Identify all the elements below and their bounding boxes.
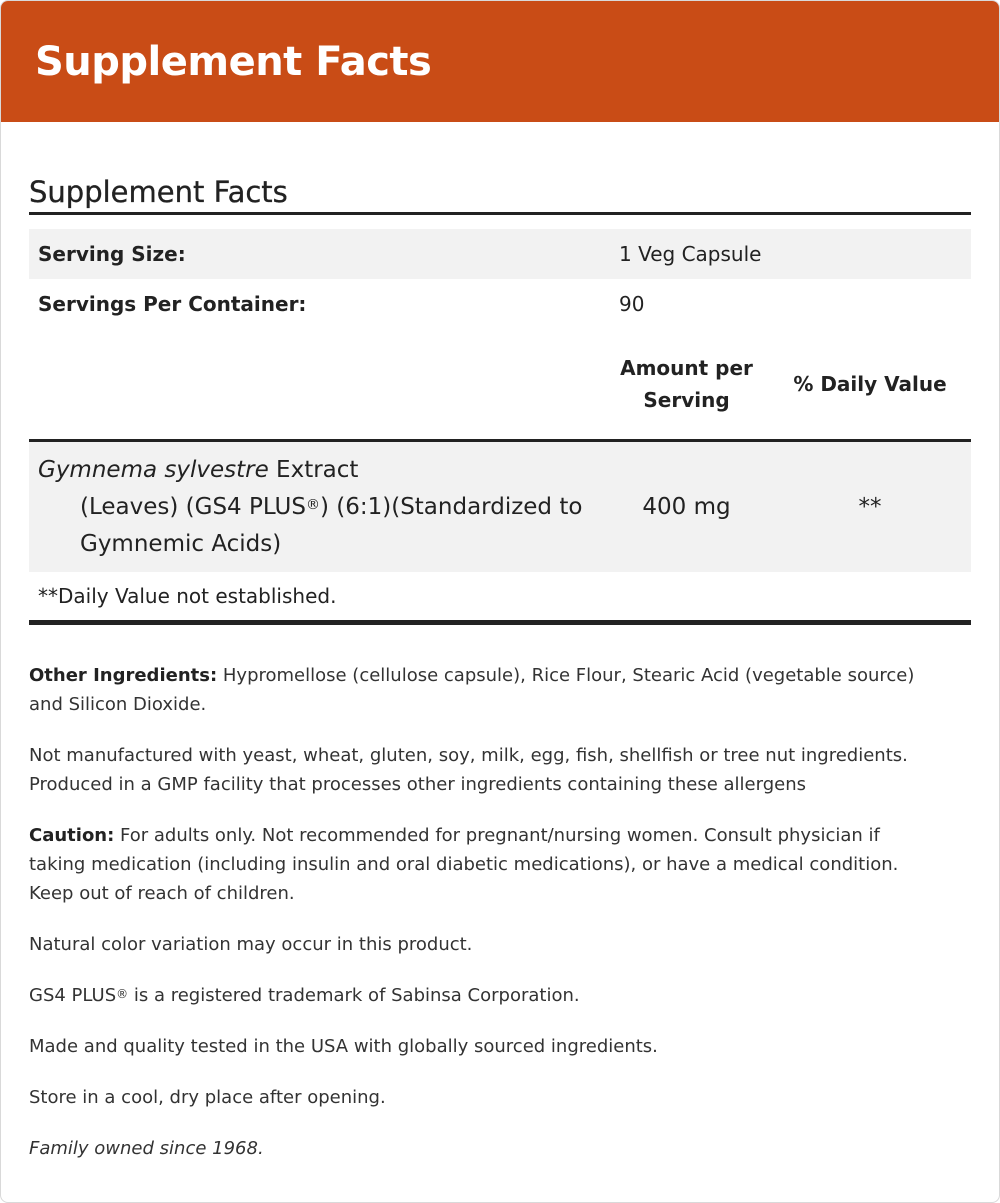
facts-content (29, 122, 971, 1185)
other-ingredients: Other Ingredients: Hypromellose (cellulose capsule), Rice Flour, Stearic Acid (vegetable source) and Silicon Dioxide. (29, 665, 915, 715)
storage-note: Store in a cool, dry place after opening. (29, 1087, 386, 1108)
bottom-rule (29, 620, 971, 625)
ingredient-name-italic: Gymnema sylvestre (38, 456, 269, 483)
made-in-usa-note: Made and quality tested in the USA with globally sourced ingredients. (29, 1036, 658, 1057)
servings-per-container-row (29, 279, 971, 329)
serving-size-label: Serving Size: (38, 242, 186, 266)
daily-value-header: % Daily Value (793, 372, 947, 396)
allergen-statement: Not manufactured with yeast, wheat, gluten, soy, milk, egg, fish, shellfish or tree nut ingredients. Produced in a GMP facility that processes other ingredients containing these allergens (29, 745, 908, 795)
color-variation-note: Natural color variation may occur in this product. (29, 934, 473, 955)
registered-mark: ® (305, 496, 320, 513)
top-rule (29, 212, 971, 215)
trademark-note: GS4 PLUS® is a registered trademark of Sabinsa Corporation. (29, 985, 580, 1006)
serving-size-value: 1 Veg Capsule (619, 242, 762, 266)
ingredient-name: Gymnema sylvestre Extract (Leaves) (GS4 PLUS®) (6:1)(Standardized to Gymnemic Acids) (38, 456, 583, 557)
ingredient-daily-value: ** (858, 494, 882, 520)
product-notes (29, 661, 971, 1163)
header-banner (1, 1, 999, 122)
servings-per-container-label: Servings Per Container: (38, 292, 307, 316)
servings-per-container-value: 90 (619, 292, 645, 316)
family-owned-note: Family owned since 1968. (29, 1138, 264, 1159)
ingredient-row (29, 442, 971, 572)
serving-size-row (29, 229, 971, 279)
amount-per-serving-header: Amount per Serving (620, 356, 753, 412)
daily-value-note: **Daily Value not established. (38, 584, 337, 608)
header-title: Supplement Facts (35, 38, 432, 85)
facts-title: Supplement Facts (29, 175, 288, 209)
ingredient-amount: 400 mg (642, 494, 731, 520)
column-headers (29, 329, 971, 439)
caution-statement: Caution: For adults only. Not recommended for pregnant/nursing women. Consult physician if taking medication (including insulin and oral diabetic medications), or have a medical condition. Keep out of reach of children. (29, 825, 899, 904)
